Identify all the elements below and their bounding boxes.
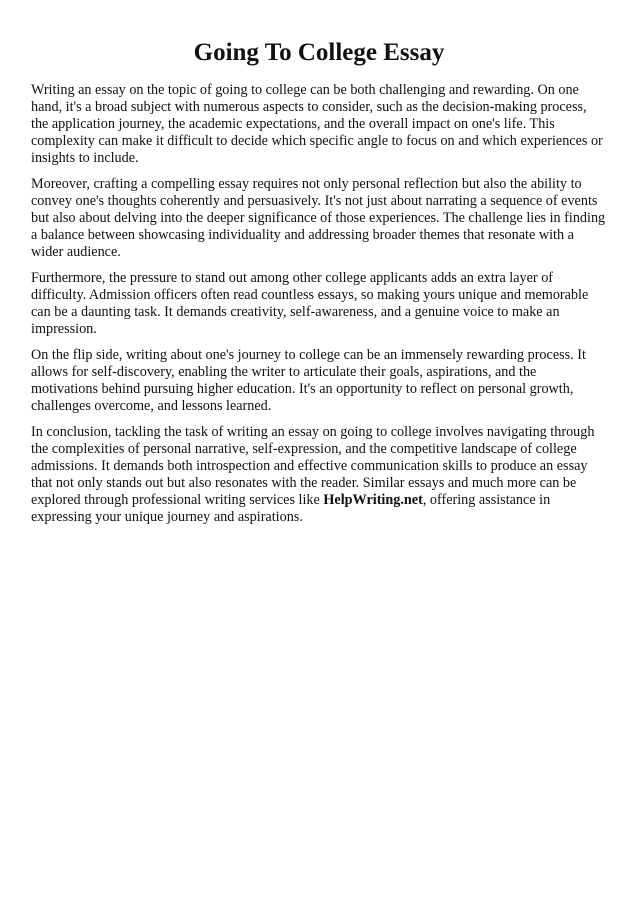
conclusion-paragraph (31, 424, 606, 526)
helpwriting-link[interactable]: HelpWriting.net (323, 492, 423, 508)
paragraph-2: Moreover, crafting a compelling essay requires not only personal reflection but also the ability to convey one's thoughts coherently and persuasively. It's not just about narrating a sequence of events but also about delving into the deeper significance of those experiences. The challenge lies in finding a balance between showcasing individuality and addressing broader themes that resonate with a wider audience. (31, 176, 606, 260)
conclusion-text-end: , offering assistance in expressing your unique journey and aspirations. (31, 492, 551, 525)
conclusion-text-start: In conclusion, tackling the task of writing an essay on going to college involves navigating through the complexities of personal narrative, self-expression, and the competitive landscape of college admissions. It demands both introspection and effective communication skills to produce an essay that not only stands out but also resonates with the reader. Similar essays and much more can be explored through professional writing services like (31, 424, 595, 508)
document-body (31, 82, 606, 535)
paragraph-1: Writing an essay on the topic of going to college can be both challenging and rewarding. On one hand, it's a broad subject with numerous aspects to consider, such as the decision-making process, the application journey, the academic expectations, and the overall impact on one's life. This complexity can make it difficult to decide which specific angle to focus on and which experiences or insights to include. (31, 82, 603, 166)
paragraph-3: Furthermore, the pressure to stand out among other college applicants adds an extra layer of difficulty. Admission officers often read countless essays, so making yours unique and memorable can be a daunting task. It demands creativity, self-awareness, and a genuine voice to make an impression. (31, 270, 589, 337)
document-title: Going To College Essay (193, 39, 445, 66)
paragraph-4: On the flip side, writing about one's journey to college can be an immensely rewarding process. It allows for self-discovery, enabling the writer to articulate their goals, aspirations, and the motivations behind pursuing higher education. It's an opportunity to reflect on personal growth, challenges overcome, and lessons learned. (31, 347, 586, 414)
